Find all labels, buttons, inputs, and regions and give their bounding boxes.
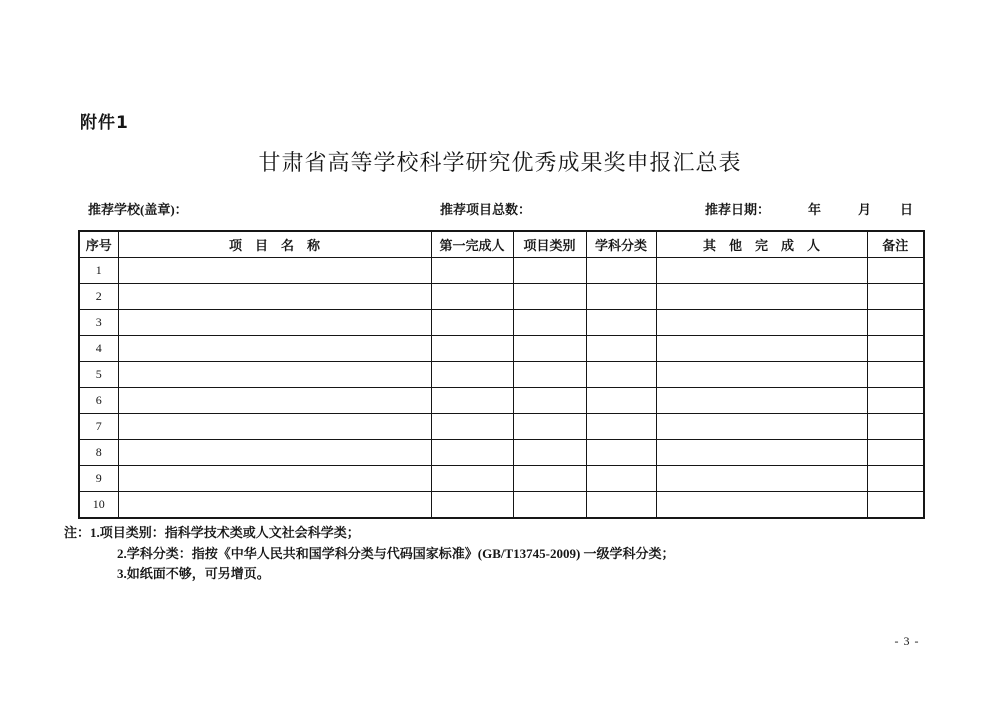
empty-cell — [586, 440, 656, 466]
empty-cell — [586, 492, 656, 519]
empty-cell — [118, 362, 431, 388]
row-number-cell: 8 — [79, 440, 118, 466]
row-number-cell: 4 — [79, 336, 118, 362]
attachment-label: 附件1 — [80, 113, 129, 133]
note-prefix: 注： — [64, 525, 91, 540]
col-header-discipline-class: 学科分类 — [586, 231, 656, 258]
row-number-cell: 2 — [79, 284, 118, 310]
empty-cell — [513, 284, 586, 310]
year-label: 年 — [808, 202, 822, 217]
table-row — [79, 258, 924, 284]
empty-cell — [867, 440, 924, 466]
row-number-cell: 6 — [79, 388, 118, 414]
empty-cell — [513, 258, 586, 284]
table-row — [79, 336, 924, 362]
table-row — [79, 310, 924, 336]
col-header-serial-number: 序号 — [79, 231, 118, 258]
empty-cell — [513, 440, 586, 466]
empty-cell — [118, 492, 431, 519]
empty-cell — [586, 414, 656, 440]
empty-cell — [867, 362, 924, 388]
empty-cell — [656, 310, 867, 336]
empty-cell — [118, 310, 431, 336]
empty-cell — [586, 284, 656, 310]
project-total-label: 推荐项目总数： — [440, 202, 532, 217]
empty-cell — [586, 388, 656, 414]
col-header-project-category: 项目类别 — [513, 231, 586, 258]
empty-cell — [431, 388, 513, 414]
empty-cell — [513, 492, 586, 519]
page-number: - 3 - — [894, 634, 920, 648]
month-label: 月 — [858, 202, 872, 217]
empty-cell — [513, 414, 586, 440]
table-row — [79, 414, 924, 440]
empty-cell — [513, 388, 586, 414]
empty-cell — [656, 336, 867, 362]
empty-cell — [656, 466, 867, 492]
table-row — [79, 284, 924, 310]
note-line-2: 2.学科分类：指按《中华人民共和国学科分类与代码国家标准》(GB/T13745-2009) 一级学科分类； — [117, 546, 675, 561]
empty-cell — [513, 310, 586, 336]
empty-cell — [118, 440, 431, 466]
day-label: 日 — [900, 202, 914, 217]
empty-cell — [867, 414, 924, 440]
empty-cell — [431, 336, 513, 362]
empty-cell — [656, 492, 867, 519]
empty-cell — [656, 258, 867, 284]
row-number-cell: 9 — [79, 466, 118, 492]
note-line-3: 3.如纸面不够，可另增页。 — [117, 566, 270, 581]
row-number-cell: 1 — [79, 258, 118, 284]
col-header-remarks: 备注 — [867, 231, 924, 258]
empty-cell — [118, 388, 431, 414]
empty-cell — [431, 362, 513, 388]
empty-cell — [656, 414, 867, 440]
empty-cell — [656, 440, 867, 466]
empty-cell — [867, 388, 924, 414]
empty-cell — [431, 310, 513, 336]
col-header-project-name: 项 目 名 称 — [118, 231, 431, 258]
empty-cell — [586, 362, 656, 388]
table-header-row — [79, 231, 924, 258]
row-number-cell: 5 — [79, 362, 118, 388]
table-row — [79, 362, 924, 388]
empty-cell — [513, 362, 586, 388]
empty-cell — [867, 336, 924, 362]
page-title: 甘肃省高等学校科学研究优秀成果奖申报汇总表 — [258, 150, 742, 175]
empty-cell — [867, 492, 924, 519]
recommend-date-label: 推荐日期： — [705, 202, 771, 217]
summary-table — [78, 230, 925, 519]
empty-cell — [867, 466, 924, 492]
row-number-cell: 10 — [79, 492, 118, 519]
empty-cell — [118, 466, 431, 492]
empty-cell — [867, 284, 924, 310]
col-header-other-completers: 其 他 完 成 人 — [656, 231, 867, 258]
empty-cell — [431, 440, 513, 466]
empty-cell — [656, 388, 867, 414]
row-number-cell: 7 — [79, 414, 118, 440]
table-row — [79, 466, 924, 492]
empty-cell — [431, 284, 513, 310]
table-row — [79, 440, 924, 466]
empty-cell — [513, 336, 586, 362]
empty-cell — [586, 466, 656, 492]
recommending-school-label: 推荐学校(盖章)： — [88, 202, 188, 217]
col-header-first-completer: 第一完成人 — [431, 231, 513, 258]
empty-cell — [513, 466, 586, 492]
empty-cell — [656, 362, 867, 388]
empty-cell — [586, 310, 656, 336]
empty-cell — [431, 466, 513, 492]
empty-cell — [431, 414, 513, 440]
empty-cell — [431, 258, 513, 284]
table-row — [79, 388, 924, 414]
table-row — [79, 492, 924, 519]
note-line-1 — [64, 522, 360, 541]
empty-cell — [118, 336, 431, 362]
empty-cell — [656, 284, 867, 310]
empty-cell — [118, 284, 431, 310]
note-item-1: 1.项目类别：指科学技术类或人文社会科学类； — [90, 525, 360, 540]
empty-cell — [118, 414, 431, 440]
empty-cell — [118, 258, 431, 284]
empty-cell — [867, 258, 924, 284]
empty-cell — [431, 492, 513, 519]
empty-cell — [586, 336, 656, 362]
empty-cell — [867, 310, 924, 336]
row-number-cell: 3 — [79, 310, 118, 336]
empty-cell — [586, 258, 656, 284]
